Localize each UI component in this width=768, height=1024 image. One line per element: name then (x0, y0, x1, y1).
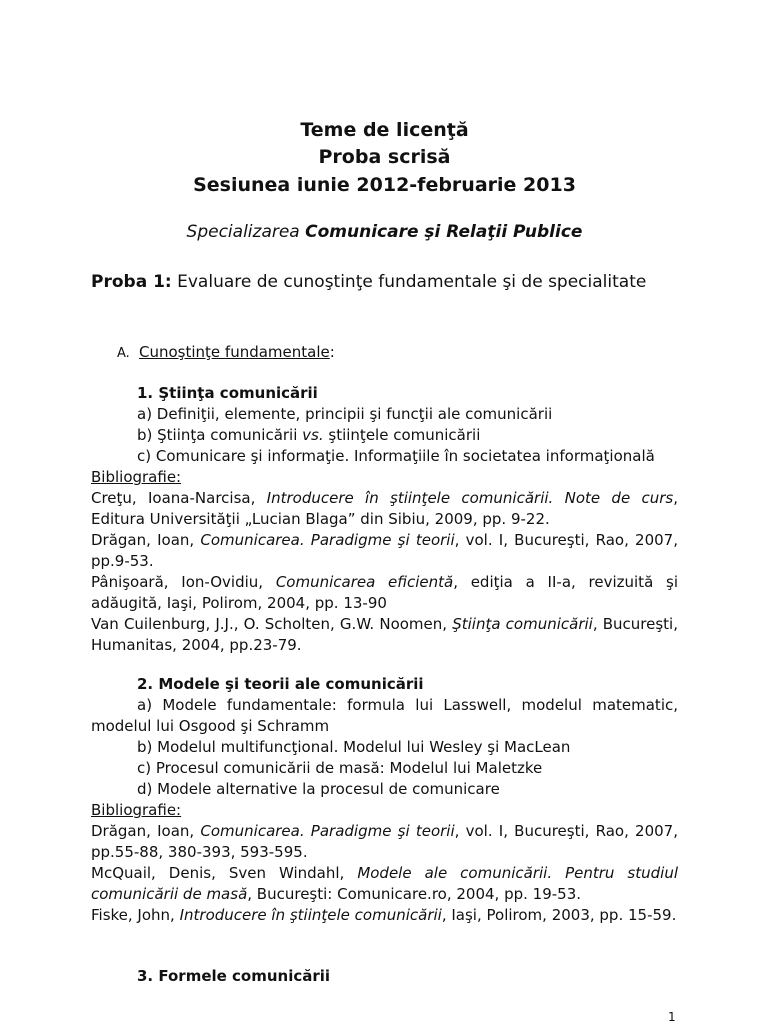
section-a-marker: A. (117, 346, 130, 361)
title-line-2: Proba scrisă (318, 146, 451, 168)
topic-item: a) Definiţii, elemente, principii şi funcţii ale comunicării (137, 405, 553, 423)
reference: Creţu, Ioana-Narcisa, Introducere în ştiinţele comunicării. Note de curs, Editura Universităţii „Lucian Blaga” din Sibiu, 2009, pp. 9-22. (91, 489, 679, 528)
topic-item (91, 425, 678, 446)
title-line-3: Sesiunea iunie 2012-februarie 2013 (193, 174, 576, 196)
topic-item: a) Modele fundamentale: formula lui Lasswell, modelul matematic, modelul lui Osgood şi Schramm (91, 696, 678, 735)
specialization-prefix: Specializarea (186, 222, 300, 242)
reference: Drăgan, Ioan, Comunicarea. Paradigme şi teorii, vol. I, Bucureşti, Rao, 2007, pp.9-53. (91, 531, 678, 570)
topic-heading: 2. Modele şi teorii ale comunicării (137, 675, 424, 693)
topic-heading: 3. Formele comunicării (137, 967, 331, 985)
reference: Pânişoară, Ion-Ovidiu, Comunicarea eficientă, ediţia a II-a, revizuită şi adăugită, Iaşi, Polirom, 2004, pp. 13-90 (91, 573, 678, 612)
proba-text: Evaluare de cunoştinţe fundamentale şi de specialitate (177, 272, 647, 292)
specialization-name: Comunicare şi Relaţii Publice (305, 222, 583, 242)
topic-3 (91, 966, 678, 987)
reference: Drăgan, Ioan, Comunicarea. Paradigme şi teorii, vol. I, Bucureşti, Rao, 2007, pp.55-88, 380-393, 593-595. (91, 822, 678, 861)
title-line-1: Teme de licenţă (300, 119, 469, 141)
topic-item: b) Modelul multifuncţional. Modelul lui Wesley şi MacLean (137, 738, 571, 756)
section-a (117, 343, 335, 361)
bibliography-label: Bibliografie: (91, 468, 182, 486)
topic-1 (91, 383, 678, 656)
bibliography-label: Bibliografie: (91, 801, 182, 819)
section-a-label: Cunoştinţe fundamentale (139, 343, 330, 361)
proba-label: Proba 1: (91, 272, 172, 292)
proba-heading (91, 269, 678, 295)
topic-2 (91, 674, 678, 926)
topic-item-text: b) Ştiinţa comunicării vs. ştiinţele comunicării (137, 426, 481, 444)
reference: McQuail, Denis, Sven Windahl, Modele ale comunicării. Pentru studiul comunicării de masă, Bucureşti: Comunicare.ro, 2004, pp. 19-53. (91, 864, 678, 903)
topic-item: c) Comunicare şi informaţie. Informaţiile în societatea informaţională (137, 447, 655, 465)
page-number: 1 (668, 1010, 676, 1024)
topic-item: d) Modele alternative la procesul de comunicare (137, 780, 500, 798)
section-a-suffix: : (329, 343, 335, 361)
specialization (91, 222, 678, 242)
reference: Fiske, John, Introducere în ştiinţele comunicării, Iaşi, Polirom, 2003, pp. 15-59. (91, 906, 677, 924)
topic-heading: 1. Ştiinţa comunicării (137, 384, 318, 402)
topic-item: c) Procesul comunicării de masă: Modelul lui Maletzke (137, 759, 543, 777)
reference: Van Cuilenburg, J.J., O. Scholten, G.W. Noomen, Ştiinţa comunicării, Bucureşti, Humanitas, 2004, pp.23-79. (91, 615, 678, 654)
